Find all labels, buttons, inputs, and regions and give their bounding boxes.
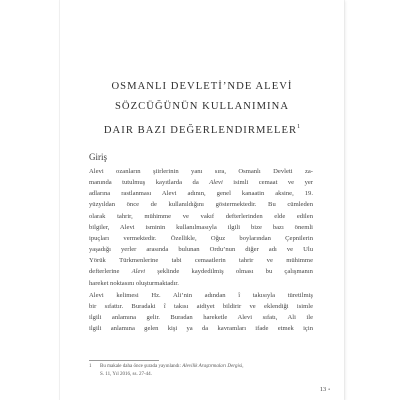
chapter-title-line-1: OSMANLI DEVLETİ’NDE ALEVİ bbox=[111, 81, 293, 92]
paragraph-line: olarak tahrir, mühimme ve vakıf defterlerinden elde edilen bbox=[89, 212, 313, 220]
footnote-line bbox=[100, 363, 313, 371]
italic-term: Alevi bbox=[209, 179, 223, 187]
page-number-marker: • bbox=[328, 388, 330, 393]
journal-name: Alevilik Araştırmaları Dergisi, bbox=[182, 364, 244, 369]
paragraph-line: yüzyıldan önce de kullanıldığını göstermektedir. Bu cümleden bbox=[89, 201, 313, 209]
footnote-divider bbox=[89, 360, 159, 361]
footnote-line: S. 11, Yıl 2016, ss. 27-44. bbox=[100, 371, 152, 377]
paragraph-line: bilgiler, Alevi isminin kullanılmasıyla ilgili bize bazı önemli bbox=[89, 223, 313, 231]
paragraph-line: Yörük Türkmenlerine tabi cemaatlerin tahrir ve mühimme bbox=[89, 257, 313, 265]
paragraph-1 bbox=[89, 166, 313, 289]
paragraph-line bbox=[89, 177, 313, 188]
paragraph-line: adlarına rastlanması Alevi adının, genel kanaatin aksine, 19. bbox=[89, 190, 313, 198]
paragraph-text: şeklinde kaydedilmiş olması bu çalışmanın bbox=[145, 268, 313, 276]
paragraph-2 bbox=[89, 290, 313, 335]
title-footnote-mark: 1 bbox=[297, 124, 301, 130]
paragraph-text: manında tutulmuş kayıtlarda da bbox=[89, 179, 210, 187]
paragraph-line: ilgili anlamına gelir. Buradan hareketle Alevi sıfatı, Ali ile bbox=[89, 314, 313, 322]
page-number bbox=[320, 386, 330, 393]
paragraph-line: yaşadığı yerler arasında bulunan Ordu’nun diğer adı ve Ulu bbox=[89, 246, 313, 254]
book-page bbox=[60, 0, 344, 400]
paragraph-line: hareket noktasını oluşturmaktadır. bbox=[89, 279, 179, 287]
paragraph-line: Alevi ozanların şiirlerinin yanı sıra, Osmanlı Devleti za- bbox=[89, 168, 313, 175]
paragraph-line: bir sıfattır. Buradaki î takısı aidiyet bildirir ve eklendiği isimle bbox=[89, 303, 313, 311]
chapter-title-line-3 bbox=[60, 117, 344, 141]
page-number-value: 13 bbox=[319, 386, 327, 393]
paragraph-text: isimli cemaat ve yer bbox=[222, 179, 313, 187]
paragraph-line bbox=[89, 266, 313, 277]
chapter-title-line-3-text: DAIR BAZI DEĞERLENDIRMELER bbox=[103, 125, 298, 136]
footnote-text-plain: Bu makale daha önce şurada yayınlandı: bbox=[100, 364, 183, 369]
paragraph-text: defterlerine bbox=[89, 268, 132, 276]
section-heading: Giriş bbox=[89, 152, 107, 162]
paragraph-line: ilgili anlamına gelen kişi ya da kavramları ifade etmek için bbox=[89, 325, 313, 333]
paragraph-line: Alevi kelimesi Hz. Ali’nin adından î takısıyla türetilmiş bbox=[89, 292, 313, 299]
chapter-title bbox=[60, 77, 344, 141]
footnote-text bbox=[100, 363, 313, 379]
footnote-number: 1 bbox=[89, 364, 92, 369]
chapter-title-line-2: SÖZCÜĞÜNÜN KULLANIMINA bbox=[114, 101, 290, 112]
paragraph-line: ipuçları vermektedir. Özellikle, Oğuz boylarından Çepnilerin bbox=[89, 234, 313, 242]
italic-term: Alevi bbox=[131, 268, 146, 276]
